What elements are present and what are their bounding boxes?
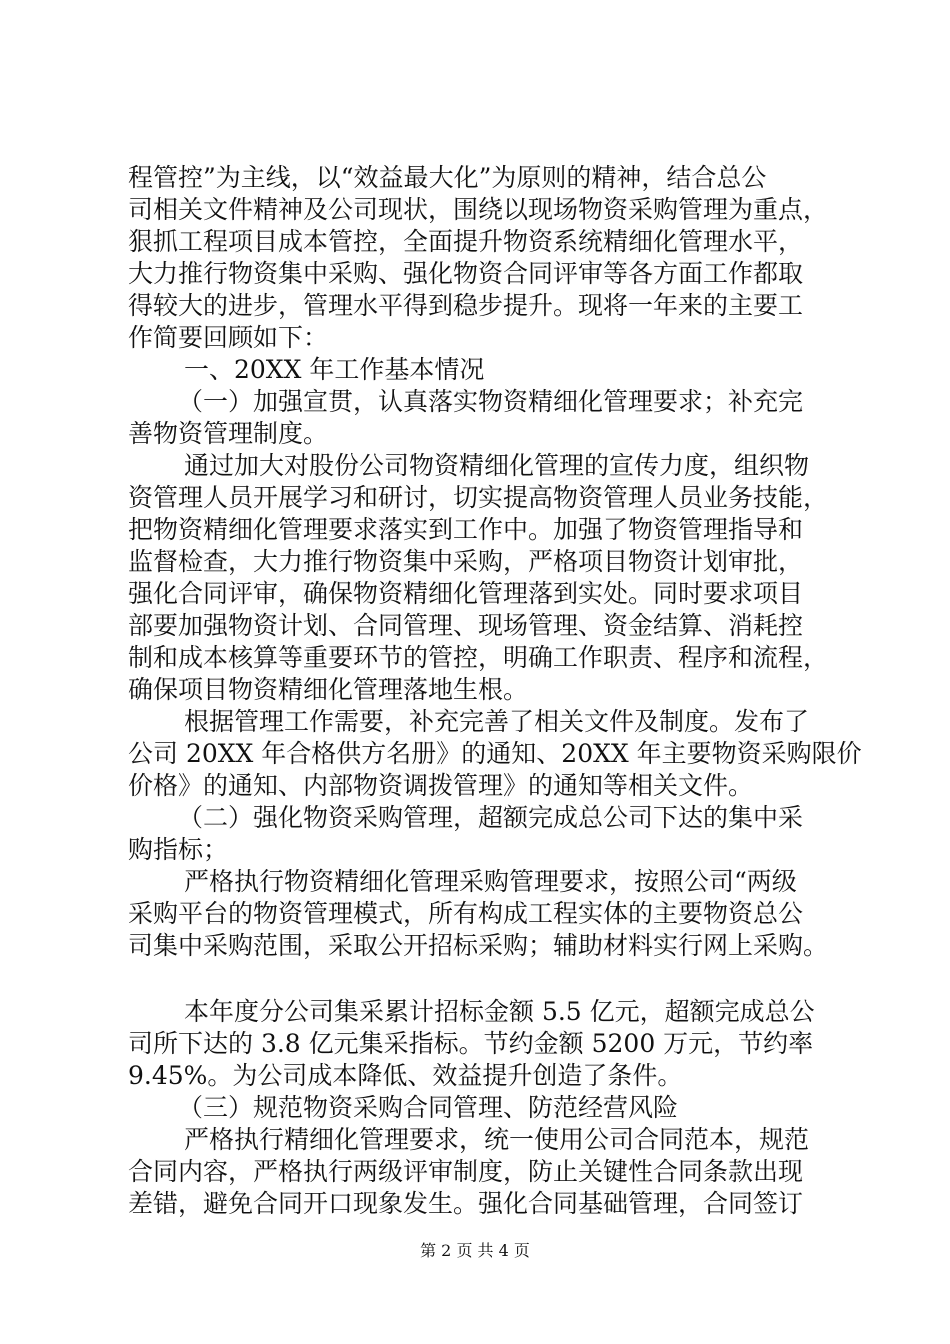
text-line: 司集中采购范围，采取公开招标采购；辅助材料实行网上采购。 xyxy=(128,931,829,960)
text-line: 差错，避免合同开口现象发生。强化合同基础管理，合同签订 xyxy=(128,1189,804,1218)
subsection-heading: （一）加强宣贯，认真落实物资精细化管理要求；补充完 xyxy=(178,387,804,416)
text-line: 司相关文件精神及公司现状，围绕以现场物资采购管理为重点， xyxy=(128,195,829,224)
text-line: 作简要回顾如下： xyxy=(128,323,329,352)
text-line: 得较大的进步，管理水平得到稳步提升。现将一年来的主要工 xyxy=(128,291,804,320)
text-line: 本年度分公司集采累计招标金额 5.5 亿元，超额完成总公 xyxy=(184,997,815,1026)
text-line: 公司 20XX 年合格供方名册》的通知、20XX 年主要物资采购限价 xyxy=(128,739,862,768)
text-line: 采购平台的物资管理模式，所有构成工程实体的主要物资总公 xyxy=(128,899,804,928)
text-line: 通过加大对股份公司物资精细化管理的宣传力度，组织物 xyxy=(184,451,810,480)
text-line: 大力推行物资集中采购、强化物资合同评审等各方面工作都取 xyxy=(128,259,804,288)
text-line: 善物资管理制度。 xyxy=(128,419,329,448)
text-line: 把物资精细化管理要求落实到工作中。加强了物资管理指导和 xyxy=(128,515,804,544)
subsection-heading: （二）强化物资采购管理，超额完成总公司下达的集中采 xyxy=(178,803,804,832)
document-body xyxy=(128,162,862,1220)
text-line: 9.45%。为公司成本降低、效益提升创造了条件。 xyxy=(128,1061,683,1090)
text-line: 合同内容，严格执行两级评审制度，防止关键性合同条款出现 xyxy=(128,1157,804,1186)
text-line: 根据管理工作需要，补充完善了相关文件及制度。发布了 xyxy=(184,707,810,736)
text-line: 购指标； xyxy=(128,835,229,864)
text-line: 部要加强物资计划、合同管理、现场管理、资金结算、消耗控 xyxy=(128,611,804,640)
text-line: 制和成本核算等重要环节的管控，明确工作职责、程序和流程， xyxy=(128,643,829,672)
text-line: 程管控”为主线，以“效益最大化”为原则的精神，结合总公 xyxy=(128,163,767,192)
text-line: 价格》的通知、内部物资调拨管理》的通知等相关文件。 xyxy=(128,771,754,800)
text-line: 严格执行物资精细化管理采购管理要求，按照公司“两级 xyxy=(184,867,797,896)
text-line: 资管理人员开展学习和研讨，切实提高物资管理人员业务技能， xyxy=(128,483,829,512)
text-line: 司所下达的 3.8 亿元集采指标。节约金额 5200 万元，节约率 xyxy=(128,1029,814,1058)
text-line: 强化合同评审，确保物资精细化管理落到实处。同时要求项目 xyxy=(128,579,804,608)
text-line: 监督检查，大力推行物资集中采购，严格项目物资计划审批， xyxy=(128,547,804,576)
text-line: 严格执行精细化管理要求，统一使用公司合同范本，规范 xyxy=(184,1125,810,1154)
paragraph-gap xyxy=(128,962,853,996)
page-number-footer: 第 2 页 共 4 页 xyxy=(420,1241,530,1260)
text-line: 狠抓工程项目成本管控，全面提升物资系统精细化管理水平， xyxy=(128,227,804,256)
subsection-heading: （三）规范物资采购合同管理、防范经营风险 xyxy=(178,1093,679,1122)
text-line: 确保项目物资精细化管理落地生根。 xyxy=(128,675,529,704)
section-heading: 一、20XX 年工作基本情况 xyxy=(184,355,485,384)
